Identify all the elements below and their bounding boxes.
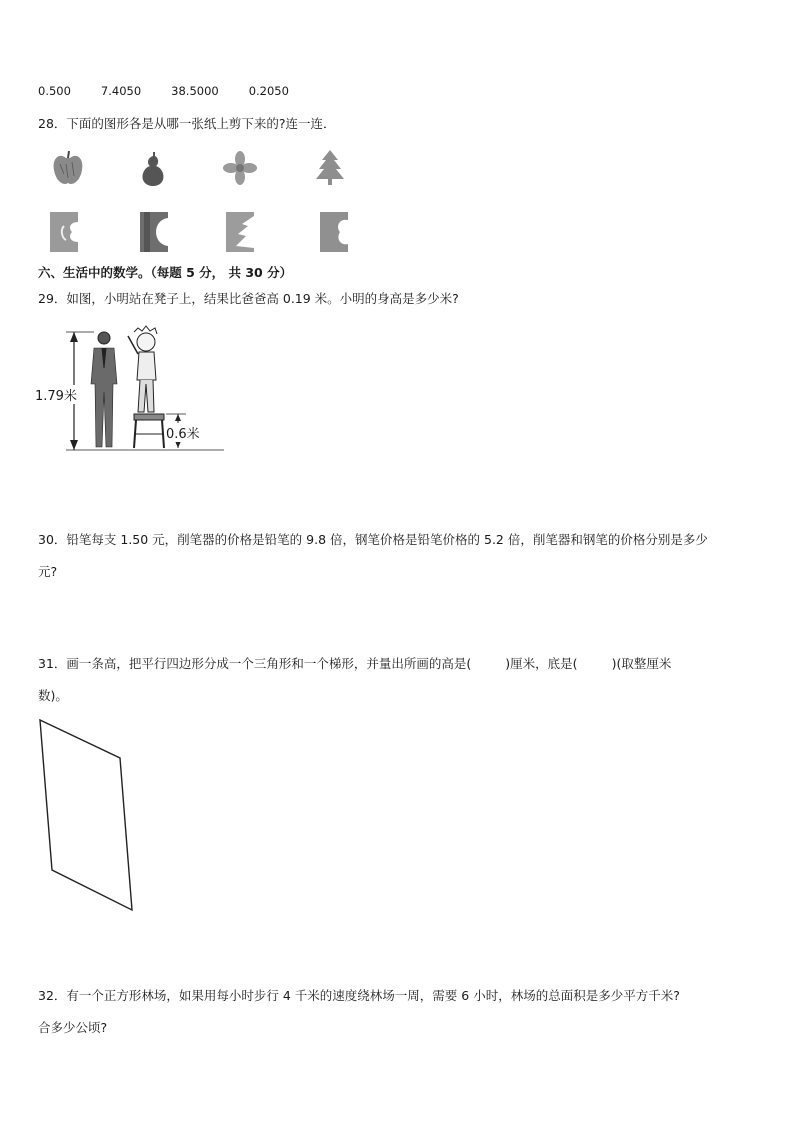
parallelogram-shape (40, 720, 132, 910)
stool-height-label: 0.6米 (166, 423, 200, 442)
parallelogram-figure (30, 710, 150, 920)
paper-tree-cutout (226, 212, 254, 252)
number-item: 38.5000 (171, 84, 219, 98)
question-31-line2: 数)。 (38, 688, 68, 703)
question-31-part1: 31．画一条高，把平行四边形分成一个三角形和一个梯形，并量出所画的高是( (38, 656, 472, 671)
question-31-part2: )厘米，底是( (505, 656, 578, 671)
question-31-line1 (38, 655, 671, 673)
number-item: 0.2050 (248, 84, 289, 98)
number-item: 0.500 (38, 84, 71, 98)
boy-figure (128, 326, 157, 412)
question-29-text: 29．如图，小明站在凳子上，结果比爸爸高 0.19 米。小明的身高是多少米? (38, 291, 459, 306)
gourd-shape (143, 152, 164, 186)
paper-apple-cutout (320, 212, 348, 252)
paper-cutouts-row (50, 210, 360, 256)
question-32-line1: 32．有一个正方形林场，如果用每小时步行 4 千米的速度绕林场一周，需要 6 小时，林场的总面积是多少平方千米? (38, 988, 680, 1003)
question-32-line2: 合多少公顷? (38, 1020, 108, 1035)
section-6-heading: 六、生活中的数学。（每题 5 分， 共 30 分） (38, 265, 293, 280)
cut-shapes-row (44, 148, 364, 190)
question-30-line2: 元? (38, 564, 58, 579)
dad-height-label: 1.79米 (35, 385, 77, 404)
flower-shape (223, 151, 257, 185)
paper-crescent-cutout (140, 212, 168, 252)
number-item: 7.4050 (100, 84, 142, 98)
question-31-part3: )(取整厘米 (611, 656, 672, 671)
question-30-line1: 30．铅笔每支 1.50 元，削笔器的价格是铅笔的 9.8 倍，钢笔价格是铅笔价格的 5.2 倍，削笔器和钢笔的价格分别是多少 (38, 532, 708, 547)
apple-shape (54, 151, 83, 184)
paper-flower-cutout (50, 212, 78, 252)
dad-figure (91, 332, 117, 447)
question-28-text: 28．下面的图形各是从哪一张纸上剪下来的?连一连． (38, 116, 336, 131)
tree-shape (316, 150, 344, 185)
decimal-numbers-row (38, 82, 315, 100)
stool-figure (134, 414, 164, 448)
